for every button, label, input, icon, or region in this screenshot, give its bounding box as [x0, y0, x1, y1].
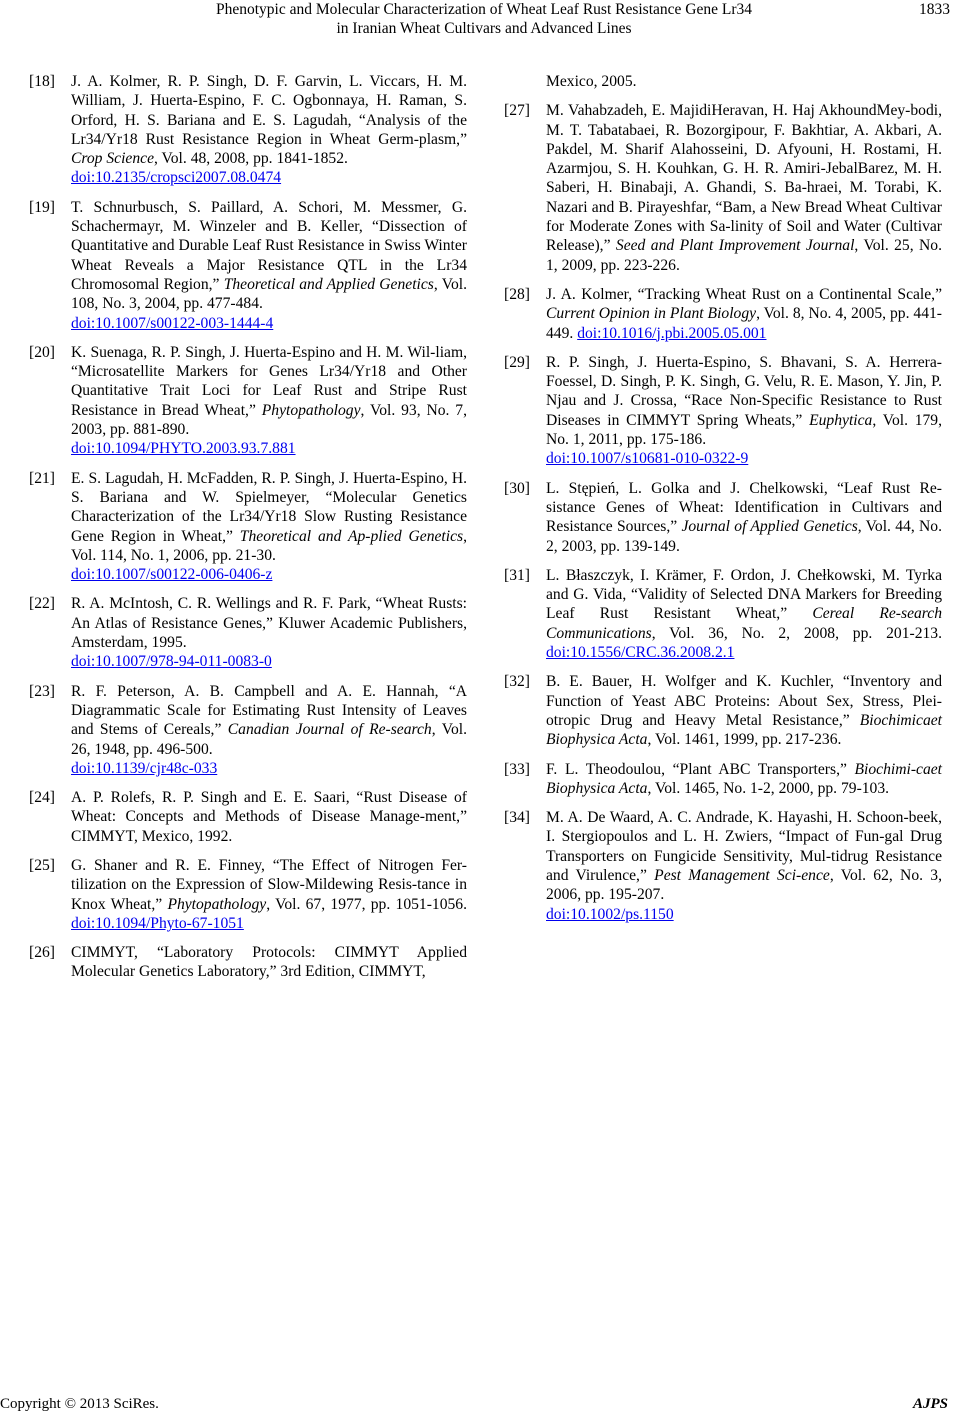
- references-left-column: [29, 72, 467, 992]
- ref-number: [31]: [504, 566, 530, 584]
- ref-number: [22]: [29, 595, 55, 613]
- doi-link[interactable]: doi:10.1007/s00122-003-1444-4: [71, 314, 274, 332]
- copyright-notice: Copyright © 2013 SciRes.: [0, 1396, 159, 1412]
- header-title-line1: Phenotypic and Molecular Characterization of Wheat Leaf Rust Resistance Gene Lr34: [216, 1, 752, 18]
- journal-abbreviation: AJPS: [912, 1396, 948, 1412]
- ref-text: L. Błaszczyk, I. Krämer, F. Ordon, J. Chełkowski, M. Tyrka and G. Vida, “Validity of Selected DNA Markers for Breeding Leaf Rust Resistant Wheat,”: [546, 566, 942, 623]
- ref-text: M. A. De Waard, A. C. Andrade, K. Hayashi, H. Schoon-beek, I. Stergiopoulos and L. H. Zwiers, “Impact of Fun-gal Drug Transporters on Fungicide Sensitivity, Mul-tidrug Resistance and Virulence,”: [546, 809, 942, 884]
- ref-text: J. A. Kolmer, R. P. Singh, D. F. Garvin, L. Viccars, H. M. William, J. Huerta-Espino, F. C. Ogbonnaya, H. Raman, S. Orford, H. S. Bariana and E. S. Lagudah, “Analysis of the Lr34/Yr18 Rust Resistance Region in Wheat Germ-plasm,”: [71, 73, 467, 148]
- ref-text: A. P. Rolefs, R. P. Singh and E. E. Saari, “Rust Disease of Wheat: Concepts and Methods of Disease Manage-ment,” CIMMYT, Mexico, 1992.: [71, 789, 467, 845]
- reference-26-continued: Mexico, 2005.: [546, 73, 637, 90]
- ref-number: [19]: [29, 198, 55, 216]
- ref-number: [33]: [504, 760, 530, 778]
- ref-number: [32]: [504, 673, 530, 691]
- ref-number: [28]: [504, 285, 530, 303]
- ref-details: , Vol. 114, No. 1, 2006, pp. 21-30.: [71, 527, 467, 564]
- doi-link[interactable]: doi:10.1094/Phyto-67-1051: [71, 914, 244, 932]
- reference-25: [29, 856, 467, 933]
- reference-27: [504, 101, 942, 275]
- ref-details: , Vol. 1465, No. 1-2, 2000, pp. 79-103.: [647, 779, 890, 797]
- ref-number: [30]: [504, 479, 530, 497]
- ref-details: , Vol. 67, 1977, pp. 1051-1056.: [266, 895, 467, 913]
- ref-number: [21]: [29, 469, 55, 487]
- ref-journal: Pest Management Sci-ence: [654, 866, 830, 884]
- ref-details: , Vol. 1461, 1999, pp. 217-236.: [647, 731, 842, 749]
- ref-journal: Theoretical and Ap-plied Genetics: [239, 527, 464, 545]
- reference-30: [504, 479, 942, 556]
- reference-26: [29, 943, 467, 982]
- ref-journal: Journal of Applied Genetics: [681, 518, 858, 536]
- reference-21: [29, 469, 467, 585]
- reference-28: [504, 285, 942, 343]
- ref-number: [27]: [504, 102, 530, 120]
- ref-details: , Vol. 108, No. 3, 2004, pp. 477-484.: [71, 275, 467, 313]
- doi-link[interactable]: doi:10.1094/PHYTO.2003.93.7.881: [71, 440, 296, 458]
- ref-number: [26]: [29, 944, 55, 962]
- references-right-column: [504, 72, 942, 934]
- ref-details: , Vol. 44, No. 2, 2003, pp. 139-149.: [546, 518, 942, 555]
- running-header: [0, 0, 968, 44]
- header-title-line2: in Iranian Wheat Cultivars and Advanced Lines: [336, 20, 632, 37]
- ref-details: , Vol. 26, 1948, pp. 496-500.: [71, 721, 468, 758]
- ref-text: R. P. Singh, J. Huerta-Espino, S. Bhavani, S. A. Herrera-Foessel, D. Singh, P. K. Singh, G. Velu, R. E. Mason, Y. Jin, P. Njau and J. Crossa, “Race Non-Specific Resistance to Rust Diseases in CIMMYT Spring Wheats,”: [546, 353, 942, 429]
- ref-journal: Current Opinion in Plant Biology: [546, 305, 757, 323]
- ref-details: , Vol. 62, No. 3, 2006, pp. 195-207.: [546, 866, 942, 904]
- ref-number: [25]: [29, 856, 55, 874]
- reference-18: [29, 72, 467, 188]
- ref-number: [34]: [504, 809, 530, 827]
- reference-31: [504, 566, 942, 662]
- ref-number: [24]: [29, 789, 55, 807]
- ref-text: J. A. Kolmer, “Tracking Wheat Rust on a Continental Scale,”: [546, 285, 942, 303]
- ref-details: , Vol. 25, No. 1, 2009, pp. 223-226.: [546, 237, 942, 274]
- reference-34: [504, 808, 942, 924]
- ref-text: R. A. McIntosh, C. R. Wellings and R. F. Park, “Wheat Rusts: An Atlas of Resistance Genes,” Kluwer Academic Publishers, Amsterdam, 1995.: [71, 595, 467, 652]
- reference-20: [29, 343, 467, 459]
- ref-text: T. Schnurbusch, S. Paillard, A. Schori, M. Messmer, G. Schachermayr, M. Winzeler and B. Keller, “Dissection of Quantitative and Durable Leaf Rust Resistance in Swiss Winter Wheat Reveals a Major Resistance QTL in the Lr34 Chromosomal Region,”: [71, 198, 467, 293]
- doi-link[interactable]: doi:10.1139/cjr48c-033: [71, 759, 218, 777]
- ref-journal: Euphytica: [809, 411, 873, 429]
- ref-text: K. Suenaga, R. P. Singh, J. Huerta-Espino and H. M. Wil-liam, “Microsatellite Markers for Genes Lr34/Yr18 and Other Quantitative Trait Loci for Leaf Rust and Stripe Rust Resistance in Bread Wheat,”: [71, 343, 467, 419]
- ref-text: E. S. Lagudah, H. McFadden, R. P. Singh, J. Huerta-Espino, H. S. Bariana and W. Spielmeyer, “Molecular Genetics Characterization of the Lr34/Yr18 Slow Rusting Resistance Gene Region in Wheat,”: [71, 469, 467, 545]
- reference-33: [504, 760, 942, 799]
- ref-text: G. Shaner and R. E. Finney, “The Effect of Nitrogen Fer-tilization on the Expression of Slow-Mildewing Resis-tance in Knox Wheat,”: [71, 856, 467, 913]
- reference-29: [504, 353, 942, 469]
- ref-number: [20]: [29, 343, 55, 361]
- ref-number: [29]: [504, 353, 530, 371]
- ref-journal: Biochimicaet Biophysica Acta: [546, 711, 942, 749]
- doi-link[interactable]: doi:10.1007/s10681-010-0322-9: [546, 450, 749, 468]
- ref-journal: Crop Science: [71, 150, 154, 168]
- doi-link[interactable]: doi:10.1002/ps.1150: [546, 905, 674, 923]
- reference-23: [29, 682, 467, 778]
- ref-details: , Vol. 48, 2008, pp. 1841-1852.: [154, 150, 348, 168]
- doi-link[interactable]: doi:10.2135/cropsci2007.08.0474: [71, 169, 282, 187]
- ref-journal: Phytopathology: [261, 401, 361, 419]
- ref-details: , Vol. 93, No. 7, 2003, pp. 881-890.: [71, 401, 467, 439]
- ref-journal: Cereal Re-search Communications: [546, 605, 942, 642]
- ref-text: L. Stępień, L. Golka and J. Chelkowski, “Leaf Rust Re-sistance Genes of Wheat: Identification in Cultivars and Resistance Sources,”: [546, 479, 942, 536]
- ref-text: B. E. Bauer, H. Wolfger and K. Kuchler, “Inventory and Function of Yeast ABC Proteins: About Sex, Stress, Plei-otropic Drug and Heavy Metal Resistance,”: [546, 673, 942, 729]
- doi-link[interactable]: doi:10.1556/CRC.36.2008.2.1: [546, 644, 735, 662]
- ref-journal: Canadian Journal of Re-search: [227, 721, 432, 739]
- ref-number: [18]: [29, 73, 55, 90]
- ref-text: R. F. Peterson, A. B. Campbell and A. E. Hannah, “A Diagrammatic Scale for Estimating Rust Intensity of Leaves and Stems of Cereals,”: [71, 682, 467, 739]
- doi-link[interactable]: doi:10.1016/j.pbi.2005.05.001: [577, 324, 767, 342]
- doi-link[interactable]: doi:10.1007/s00122-006-0406-z: [71, 566, 273, 584]
- ref-journal: Theoretical and Applied Genetics: [223, 275, 434, 293]
- ref-text: CIMMYT, “Laboratory Protocols: CIMMYT Applied Molecular Genetics Laboratory,” 3rd Edition, CIMMYT,: [71, 944, 467, 981]
- ref-details: , Vol. 36, No. 2, 2008, pp. 201-213.: [651, 624, 942, 642]
- reference-24: [29, 788, 467, 846]
- doi-link[interactable]: doi:10.1007/978-94-011-0083-0: [71, 653, 272, 671]
- reference-19: [29, 198, 467, 333]
- ref-journal: Phytopathology: [167, 895, 267, 913]
- ref-text: M. Vahabzadeh, E. MajidiHeravan, H. Haj AkhoundMey-bodi, M. T. Tabatabaei, R. Bozorgipour, F. Bakhtiar, A. Akbari, A. Pakdel, M. Sharif Alahosseini, D. Afyouni, H. Rostami, H. Azarmjou, S. H. Kouhkan, G. H. R. Amiri-JebalBarez, M. H. Saberi, H. Binabaji, A. Ghandi, S. Ba-hraei, M. Torabi, K. Nazari and B. Pirayeshfar, “Bam, a New Bread Wheat Cultivar for Moderate Zones with Sa-linity of Soil and Water (Cultivar Release),”: [546, 102, 942, 255]
- ref-journal: Biochimi-caet Biophysica Acta: [546, 760, 942, 797]
- ref-number: [23]: [29, 682, 55, 700]
- ref-details: , Vol. 8, No. 4, 2005, pp. 441-449.: [546, 305, 942, 342]
- ref-text: F. L. Theodoulou, “Plant ABC Transporters,”: [546, 760, 855, 778]
- page-number: 1833: [919, 1, 950, 18]
- reference-32: [504, 672, 942, 749]
- reference-22: [29, 594, 467, 671]
- ref-details: , Vol. 179, No. 1, 2011, pp. 175-186.: [546, 411, 943, 449]
- ref-journal: Seed and Plant Improvement Journal: [615, 237, 855, 255]
